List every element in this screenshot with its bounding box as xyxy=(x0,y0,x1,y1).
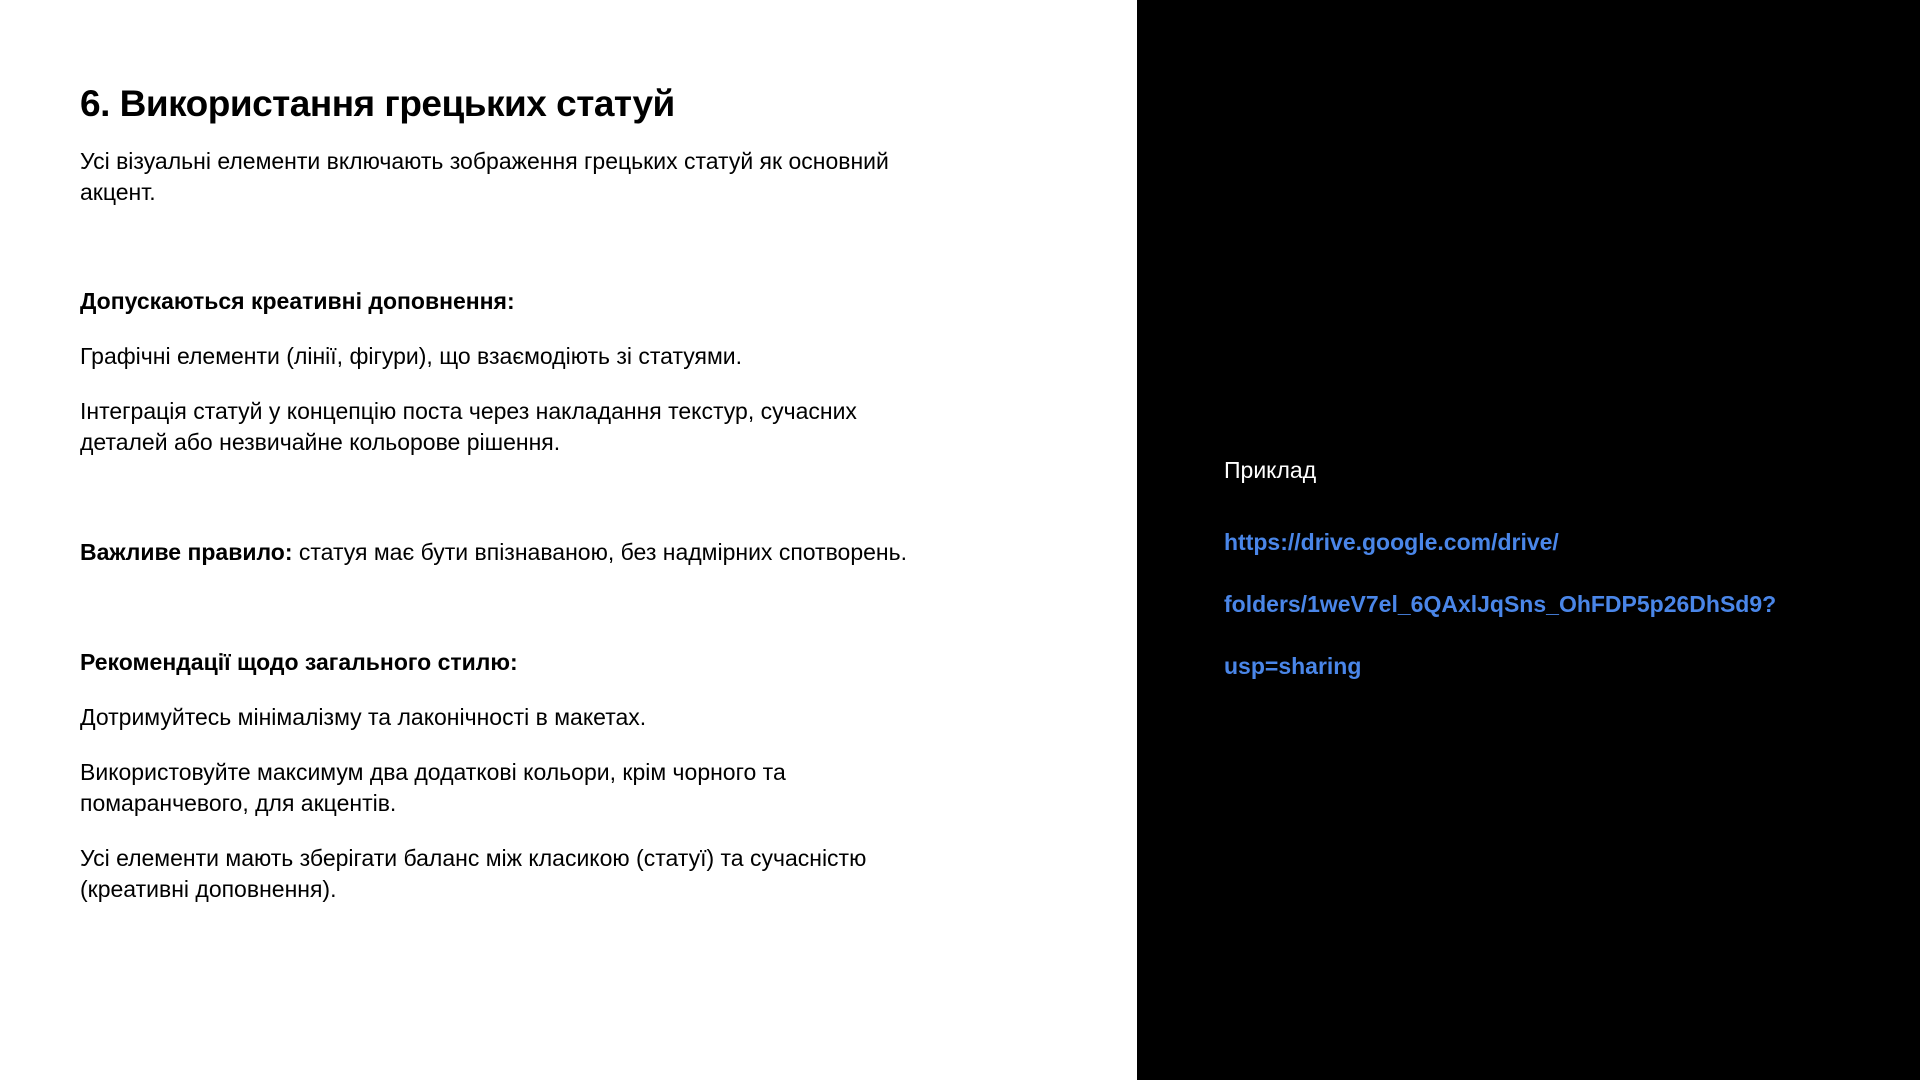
important-rule-text: статуя має бути впізнаваною, без надмірних спотворень. xyxy=(292,539,908,565)
example-link[interactable] xyxy=(1224,496,1824,682)
style-item-3-line-2: (креативні доповнення). xyxy=(80,876,337,902)
style-item-2-line-1: Використовуйте максимум два додаткові кольори, крім чорного та xyxy=(80,759,786,785)
example-link-line-2: folders/1weV7el_6QAxlJqSns_OhFDP5p26DhSd9? xyxy=(1224,591,1777,617)
page-title: 6. Використання грецьких статуй xyxy=(80,83,675,124)
creative-item-2-line-1: Інтеграція статуй у концепцію поста через накладання текстур, сучасних xyxy=(80,398,857,424)
style-item-2-line-2: помаранчевого, для акцентів. xyxy=(80,790,397,816)
example-link-line-3: usp=sharing xyxy=(1224,653,1362,679)
example-label: Приклад xyxy=(1224,457,1317,483)
section-heading-style: Рекомендації щодо загального стилю: xyxy=(80,649,518,675)
section-heading-creative: Допускаються креативні доповнення: xyxy=(80,288,515,314)
intro-paragraph xyxy=(80,146,960,208)
creative-item-1: Графічні елементи (лінії, фігури), що взаємодіють зі статуями. xyxy=(80,343,743,369)
intro-line-1: Усі візуальні елементи включають зображення грецьких статуй як основний xyxy=(80,148,889,174)
style-item-3 xyxy=(80,843,960,905)
style-item-2 xyxy=(80,757,960,819)
creative-item-2 xyxy=(80,396,960,458)
important-rule-label: Важливе правило: xyxy=(80,539,293,565)
intro-line-2: акцент. xyxy=(80,179,156,205)
content-column xyxy=(80,80,960,905)
example-link-line-1: https://drive.google.com/drive/ xyxy=(1224,529,1559,555)
important-rule xyxy=(80,537,960,568)
style-item-3-line-1: Усі елементи мають зберігати баланс між класикою (статуї) та сучасністю xyxy=(80,845,867,871)
style-item-1: Дотримуйтесь мінімалізму та лаконічності в макетах. xyxy=(80,704,647,730)
creative-item-2-line-2: деталей або незвичайне кольорове рішення. xyxy=(80,429,561,455)
